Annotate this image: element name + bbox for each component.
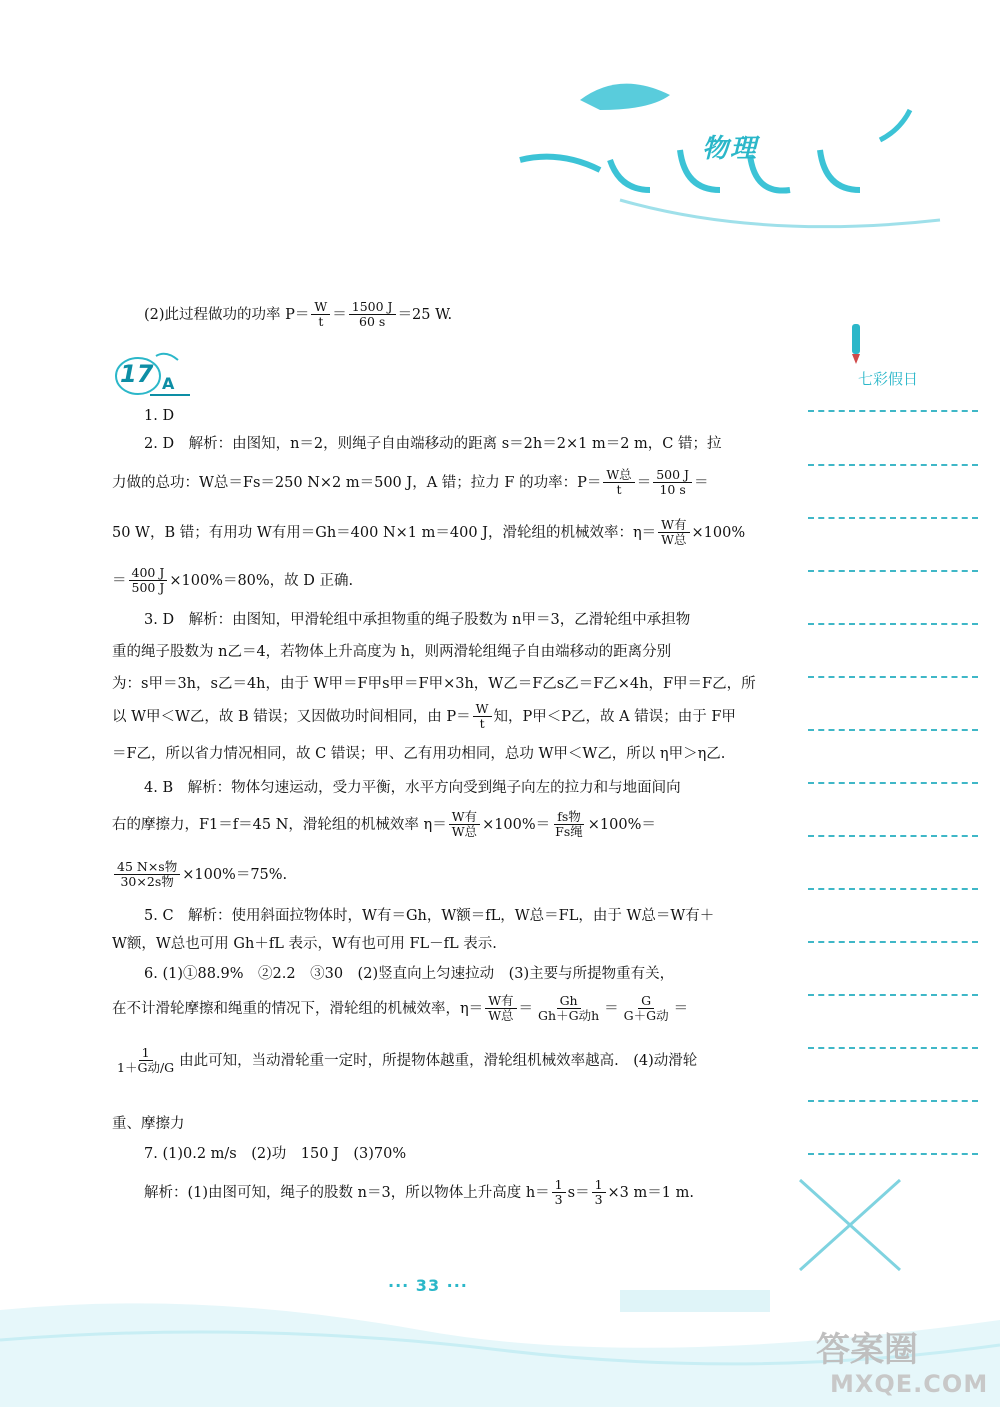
watermark-url: MXQE.COM [830,1370,989,1398]
note-line [808,888,978,890]
note-line [808,517,978,519]
note-line [808,994,978,996]
watermark-logo: 答案圈 [816,1330,918,1370]
answer-6-line-2: 在不计滑轮摩擦和绳重的情况下，滑轮组的机械效率，η＝ $\frac{\text{W有}}{\text{W总}}$ ＝ $\frac{Gh}{\text{Gh＋G动h}}$ ＝ $\frac{G}{\text{G＋G动}}$ ＝ [112,993,689,1024]
answer-4-line-3: $\frac{\text{45 N×s物}}{\text{30×2s物}}$ ×100%＝75%. [112,860,287,890]
note-line [808,1047,978,1049]
note-line [808,1153,978,1155]
answer-4-line-1: 4. B 解析：物体匀速运动，受力平衡，水平方向受到绳子向左的拉力和与地面间向 [144,780,681,796]
answer-7-line-2: 解析：(1)由图可知，绳子的股数 n＝3，所以物体上升高度 h＝ $\frac{1}{3}$ s＝ $\frac{1}{3}$ ×3 m＝1 m. [144,1177,694,1208]
note-line [808,1100,978,1102]
answer-2-line-4: ＝ $\frac{400 J}{500 J}$ ×100%＝80%，故 D 正确. [112,565,354,596]
answer-3-line-5: ＝F乙，所以省力情况相同，故 C 错误；甲、乙有用功相同，总功 W甲＜W乙，所以 η甲＞η乙. [112,746,726,762]
corner-decoration [780,1160,920,1300]
section-underline [150,394,190,396]
note-line [808,676,978,678]
answer-3-line-4: 以 W甲＜W乙，故 B 错误；又因做功时间相同，由 P＝ $\frac{W}{t}$ 知，P甲＜P乙，故 A 错误；由于 F甲 [112,701,736,732]
answer-6-line-1: 6. (1)①88.9% ②2.2 ③30 (2)竖直向上匀速拉动 (3)主要与所提物重有关， [144,966,675,982]
note-line [808,941,978,943]
pencil-icon [846,322,870,366]
section-number: 17 [120,360,154,388]
answer-4-line-2: 右的摩擦力，F1＝f＝45 N，滑轮组的机械效率 η＝ $\frac{\text{W有}}{\text{W总}}$ ×100%＝ $\frac{\text{fs物}}{\text{Fs绳}}$ ×100%＝ [112,809,656,840]
answer-7-line-1: 7. (1)0.2 m/s (2)功 150 J (3)70% [144,1146,407,1162]
note-line [808,410,978,412]
answer-2-line-2: 力做的总功：W总＝Fs＝250 N×2 m＝500 J，A 错；拉力 F 的功率：P＝ $\frac{\text{W总}}{t}$ ＝ $\frac{500 J}{10 s}$ ＝ [112,467,709,498]
answer-2-line-3: 50 W，B 错；有用功 W有用＝Gh＝400 N×1 m＝400 J，滑轮组的机械效率：η＝ $\frac{\text{W有}}{\text{W总}}$ ×100% [112,517,746,548]
brand-label: 七彩假日 [858,370,919,388]
answer-6-line-3: $\frac{1}{\text{1＋G动/G}}$ 由此可知，当动滑轮重一定时，所提物体越重，滑轮组机械效率越高. (4)动滑轮 [117,1045,698,1076]
answer-2-line-1: 2. D 解析：由图知，n＝2，则绳子自由端移动的距离 s＝2h＝2×1 m＝2 m，C 错；拉 [144,436,722,452]
answer-5-line-1: 5. C 解析：使用斜面拉物体时，W有＝Gh，W额＝fL，W总＝FL，由于 W总＝W有＋ [144,908,715,924]
answer-3-line-3: 为：s甲＝3h，s乙＝4h，由于 W甲＝F甲s甲＝F甲×3h，W乙＝F乙s乙＝F乙×4h，F甲＝F乙，所 [112,676,756,692]
section-letter: A [162,374,175,393]
answer-3-line-2: 重的绳子股数为 n乙＝4，若物体上升高度为 h，则两滑轮组绳子自由端移动的距离分别 [112,644,672,660]
answer-5-line-2: W额，W总也可用 Gh＋fL 表示，W有也可用 FL－fL 表示. [112,936,497,952]
note-line [808,623,978,625]
intro-line: (2)此过程做功的功率 P＝ $\frac{W}{t}$ ＝ $\frac{1500 J}{60 s}$ ＝25 W. [144,299,453,330]
answer-3-line-1: 3. D 解析：由图知，甲滑轮组中承担物重的绳子股数为 n甲＝3，乙滑轮组中承担物 [144,612,691,628]
page-number: ··· 33 ··· [388,1276,468,1295]
answer-6-line-4: 重、摩擦力 [112,1116,185,1132]
answer-1: 1. D [144,408,175,424]
note-line [808,570,978,572]
note-line [808,782,978,784]
note-line [808,464,978,466]
subject-title: 物理 [702,134,759,164]
note-line [808,729,978,731]
note-line [808,835,978,837]
